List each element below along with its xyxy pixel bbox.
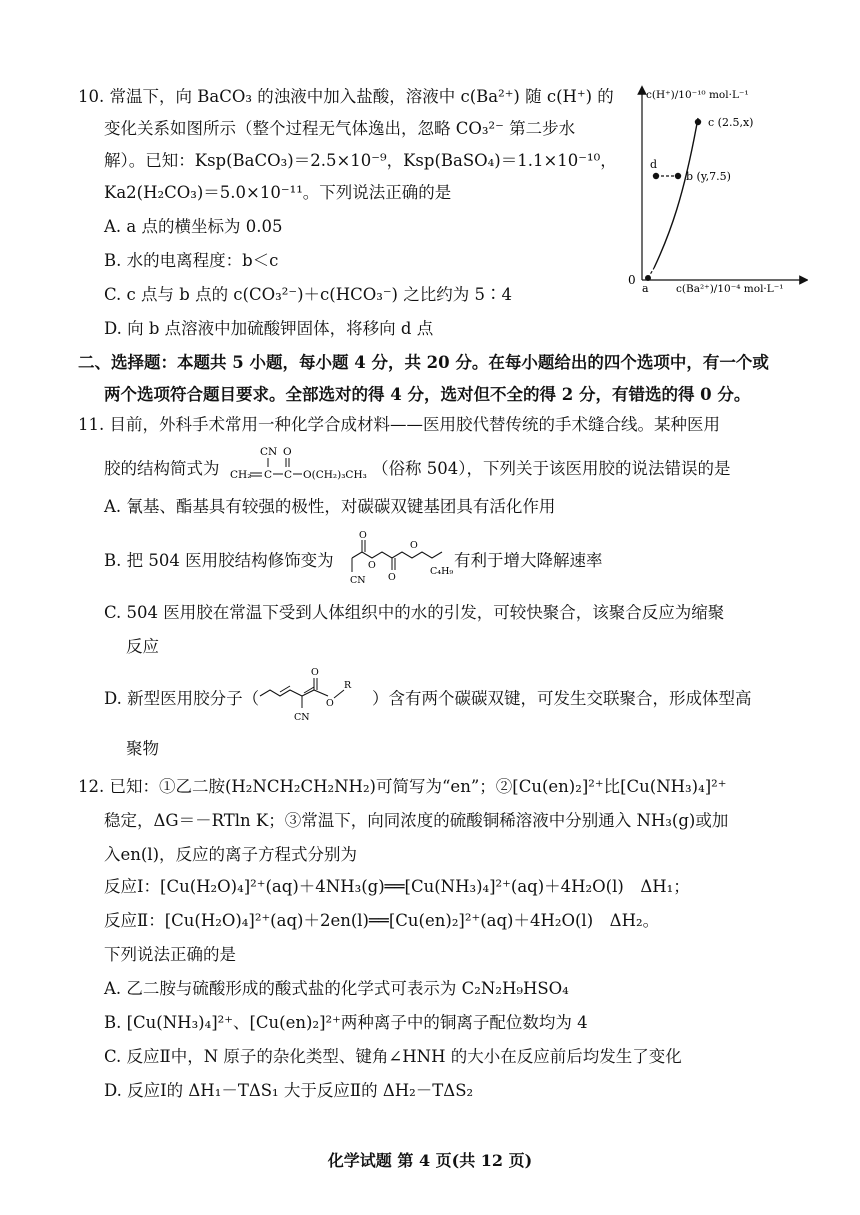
point-d-label: d [650,158,658,171]
q12-reaction-1: 反应Ⅰ：[Cu(H₂O)₄]²⁺(aq)＋4NH₃(g)══[Cu(NH₃)₄]²⁺(aq)＋4H₂O(l) ΔH₁； [104,877,690,896]
q10-line-1: 10. 常温下，向 BaCO₃ 的浊液中加入盐酸，溶液中 c(Ba²⁺) 随 c(H⁺) 的 [78,87,614,106]
q11-option-a: A. 氰基、酯基具有较强的极性，对碳碳双键基团具有活化作用 [104,497,556,516]
svg-text:C: C [264,469,273,481]
q11-option-c-line-2: 反应 [126,637,159,656]
q12-line-6: 下列说法正确的是 [104,945,236,964]
point-a [645,275,651,281]
q12-option-d: D. 反应Ⅰ的 ΔH₁－TΔS₁ 大于反应Ⅱ的 ΔH₂－TΔS₂ [104,1081,474,1100]
x-axis-label: c(Ba²⁺)/10⁻⁴ mol·L⁻¹ [676,283,784,295]
point-c-label: c (2.5,x) [708,116,754,129]
q11-option-d-part2: ）含有两个碳碳双键，可发生交联聚合，形成体型高 [372,689,752,708]
svg-text:CH₂: CH₂ [230,469,252,481]
q12-option-b: B. [Cu(NH₃)₄]²⁺、[Cu(en)₂]²⁺两种离子中的铜离子配位数均为 4 [104,1013,588,1032]
svg-text:R: R [344,680,352,691]
svg-text:CN: CN [260,446,278,458]
q12-line-1: 12. 已知：①乙二胺(H₂NCH₂CH₂NH₂)可简写为“en”；②[Cu(en)₂]²⁺比[Cu(NH₃)₄]²⁺ [78,777,727,796]
q10-option-b: B. 水的电离程度：b＜c [104,251,279,270]
svg-text:O: O [359,530,367,541]
q10-option-a: A. a 点的横坐标为 0.05 [104,217,283,236]
section2-line-1: 二、选择题：本题共 5 小题，每小题 4 分，共 20 分。在每小题给出的四个选项中，有一个或 [78,353,769,372]
svg-text:O: O [311,667,319,678]
q11-option-d-part1: D. 新型医用胶分子（ [104,689,260,708]
svg-text:O: O [388,572,396,583]
structure-option-d [258,662,372,724]
svg-text:CN: CN [350,575,366,586]
q10-line-3: 解）。已知：Ksp(BaCO₃)＝2.5×10⁻⁹，Ksp(BaSO₄)＝1.1×10⁻¹⁰， [104,151,617,170]
structure-option-b [350,528,458,588]
q10-option-d: D. 向 b 点溶液中加硫酸钾固体，将移向 d 点 [104,319,434,338]
q11-option-d-line-2: 聚物 [126,739,159,758]
q11-option-b-part1: B. 把 504 医用胶结构修饰变为 [104,551,334,570]
point-c [695,119,701,125]
data-curve [654,118,698,268]
structure-504 [228,440,372,484]
svg-text:O: O [368,560,376,571]
point-a-label: a [642,282,649,295]
page-footer: 化学试题 第 4 页(共 12 页) [327,1151,533,1170]
q12-line-3: 入en(l)，反应的离子方程式分别为 [104,845,358,864]
q12-reaction-2: 反应Ⅱ：[Cu(H₂O)₄]²⁺(aq)＋2en(l)══[Cu(en)₂]²⁺(aq)＋4H₂O(l) ΔH₂。 [104,911,660,930]
q11-line-1: 11. 目前，外科手术常用一种化学合成材料——医用胶代替传统的手术缝合线。某种医用 [78,415,720,434]
svg-text:C: C [284,469,293,481]
svg-text:C₄H₉: C₄H₉ [430,566,454,577]
origin-label: 0 [628,273,636,287]
point-b-label: b (y,7.5) [686,170,731,183]
q12-line-2: 稳定，ΔG＝－RTln K；③常温下，向同浓度的硫酸铜稀溶液中分别通入 NH₃(g)或加 [104,811,729,830]
q11-option-b-part2: 有利于增大降解速率 [454,551,603,570]
q12-option-a: A. 乙二胺与硫酸形成的酸式盐的化学式可表示为 C₂N₂H₉HSO₄ [104,979,569,998]
q12-option-c: C. 反应Ⅱ中，N 原子的杂化类型、键角∠HNH 的大小在反应前后均发生了变化 [104,1047,682,1066]
section2-line-2: 两个选项符合题目要求。全部选对的得 4 分，选对但不全的得 2 分，有错选的得 0 分。 [104,385,751,404]
q10-chart [618,84,808,298]
svg-text:CN: CN [294,712,310,723]
q11-line-2b: （俗称 504），下列关于该医用胶的说法错误的是 [372,459,731,478]
q10-option-c: C. c 点与 b 点的 c(CO₃²⁻)＋c(HCO₃⁻) 之比约为 5∶4 [104,285,512,304]
point-b [675,173,681,179]
q11-option-c-line-1: C. 504 医用胶在常温下受到人体组织中的水的引发，可较快聚合，该聚合反应为缩聚 [104,603,725,622]
y-axis-label: c(H⁺)/10⁻¹⁰ mol·L⁻¹ [646,89,749,101]
svg-text:O: O [283,446,292,458]
svg-text:O: O [326,698,334,709]
q10-line-2: 变化关系如图所示（整个过程无气体逸出，忽略 CO₃²⁻ 第二步水 [104,119,576,138]
svg-text:O(CH₂)₃CH₃: O(CH₂)₃CH₃ [303,469,367,481]
point-d [653,173,659,179]
svg-text:O: O [410,540,418,551]
q10-line-4: Ka2(H₂CO₃)＝5.0×10⁻¹¹。下列说法正确的是 [104,183,452,202]
q11-line-2a: 胶的结构简式为 [104,459,220,478]
